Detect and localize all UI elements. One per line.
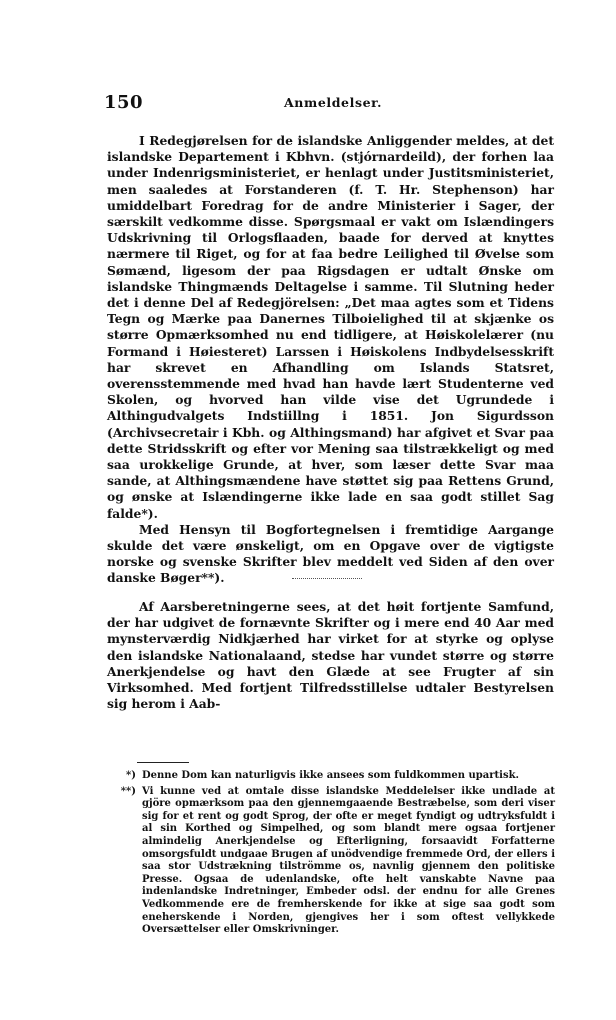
- footnote-text: Denne Dom kan naturligvis ikke ansees som fuldkommen upartisk.: [142, 770, 519, 781]
- body-text-upper: [107, 133, 554, 587]
- page-number: 150: [104, 92, 144, 113]
- footnotes: [112, 770, 555, 940]
- page-header: [104, 92, 552, 112]
- running-title: Anmeldelser.: [284, 95, 383, 110]
- paragraph-1: I Redegjørelsen for de islandske Anliggender meldes, at det islandske Departement i Kbhvn. (stjórnardeild), der forhen laa under Indenrigsministeriet, er henlagt under Justitsministeriet, men saaledes at Forstanderen (f. T. Hr. Stephenson) har umiddelbart Foredrag for de andre Ministerier i Sager, der særskilt vedkomme disse. Spørgsmaal er vakt om Islændingers Udskrivning til Orlogsflaaden, baade for derved at knyttes nærmere til Riget, og for at faa bedre Leilighed til Øvelse som Sømænd, ligesom der paa Rigsdagen er udtalt Ønske om islandske Thingmænds Deltagelse i samme. Til Slutning heder det i denne Del af Redegjörelsen: „Det maa agtes som et Tidens Tegn og Mærke paa Danernes Tilboielighed til at skjænke os større Opmærksomhed nu end tidligere, at Høiskolelærer (nu Formand i Høiesteret) Larssen i Høiskolens Indbydelsesskrift har skrevet en Afhandling om Islands Statsret, overensstemmende med hvad han havde lært Studenterne ved Skolen, og hvorved han vilde vise det Ugrundede i Althingudvalgets Indstiillng i 1851. Jon Sigurdsson (Archivsecretair i Kbh. og Althingsmand) har afgivet et Svar paa dette Stridsskrift og efter vor Mening saa tilstrækkeligt og med saa urokkelige Grunde, at hver, som læser dette Svar maa sande, at Althingsmændene have støttet sig paa Rettens Grund, og ønske at Islændingerne ikke lade en saa godt stillet Sag falde*).: [107, 133, 554, 521]
- body-text-lower: [107, 599, 554, 712]
- footnote-rule: [137, 762, 189, 763]
- footnote: [112, 786, 555, 937]
- footnote-text: Vi kunne ved at omtale disse islandske Meddelelser ikke undlade at gjöre opmærksom paa den gjennemgaaende Bestræbelse, som deri viser sig for et rent og godt Sprog, der ofte er meget fyndigt og udtryksfuldt i al sin Korthed og Simpelhed, og som blandt mere ogsaa fortjener almindelig Anerkjendelse og Efterligning, forsaavidt Forfatterne omsorgsfuldt undgaae Brugen af unödvendige fremmede Ord, der ellers i saa stor Udstrækning tilströmme os, navnlig gjennem den politiske Presse. Ogsaa de udenlandske, ofte helt vanskabte Navne paa indenlandske Indretninger, Embeder odsl. der endnu for alle Grenes Vedkommende ere de fremherskende for ikke at sige saa godt som eneherskende i Norden, gjengives her i som oftest vellykkede Oversættelser eller Omskrivninger.: [142, 785, 555, 936]
- footnote-mark: *): [126, 770, 136, 781]
- footnote-mark: **): [120, 785, 136, 797]
- footnote: [112, 770, 555, 783]
- paragraph-3: Af Aarsberetningerne sees, at det høit fortjente Samfund, der har udgivet de fornævnte Skrifter og i mere end 40 Aar med mynsterværdig Nidkjærhed har virket for at styrke og oplyse den islandske Nationalaand, stedse har vundet større og større Anerkjendelse og havt den Glæde at see Frugter af sin Virksomhed. Med fortjent Tilfredsstillelse udtaler Bestyrelsen sig herom i Aab-: [107, 599, 554, 712]
- paragraph-2: Med Hensyn til Bogfortegnelsen i fremtidige Aargange skulde det være ønskeligt, om en Opgave over de vigtigste norske og svenske Skrifter blev meddelt ved Siden af den over danske Bøger**).: [107, 521, 554, 586]
- section-divider: [292, 578, 362, 581]
